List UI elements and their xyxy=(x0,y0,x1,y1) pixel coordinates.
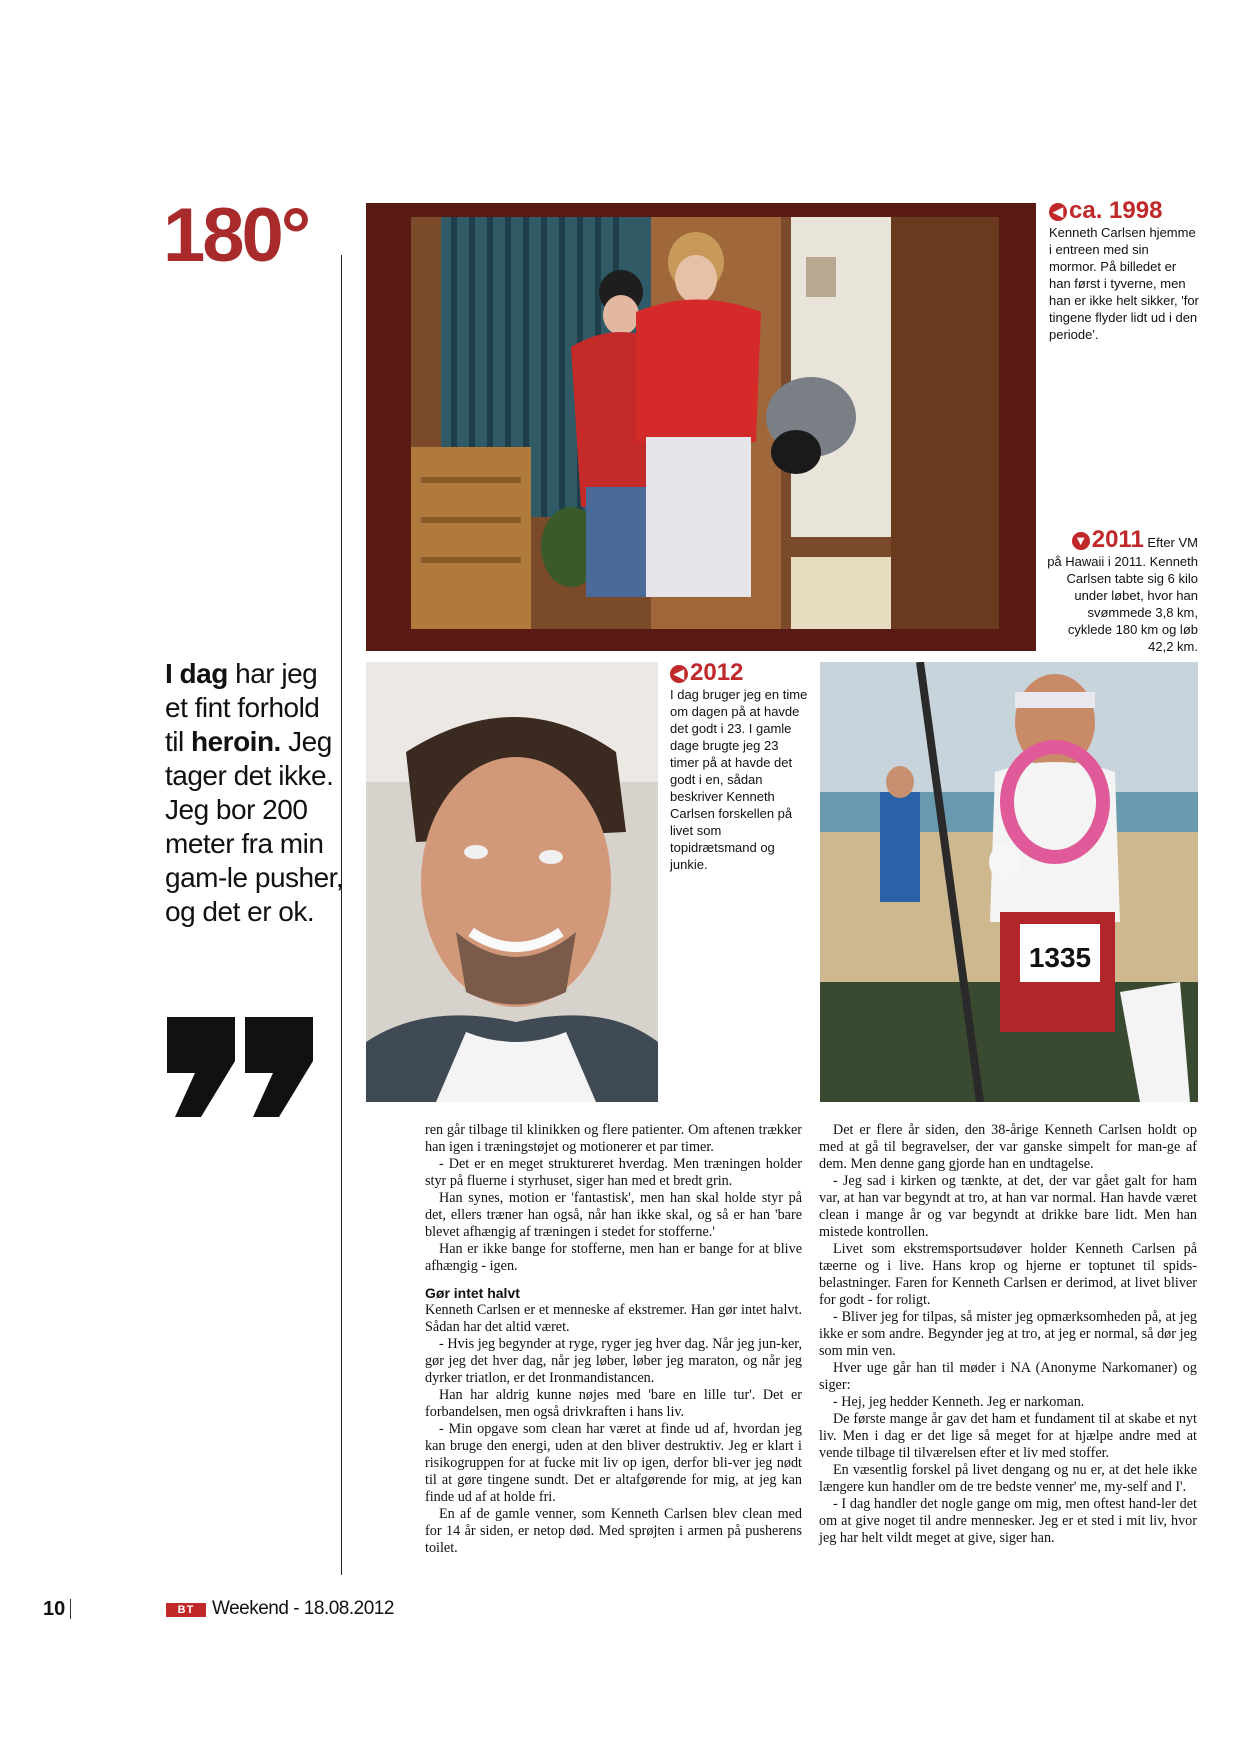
caption-2011-year: 2011 xyxy=(1091,526,1144,553)
pull-quote-part4: Jeg tager det ikke. Jeg bor 200 meter fra min gam-le pusher, og det er ok. xyxy=(165,726,344,927)
photo-ironman-image xyxy=(820,662,1198,1102)
bib-number: 1335 xyxy=(1028,942,1092,973)
article-paragraph: Hver uge går han til møder i NA (Anonyme Narkomaner) og siger: xyxy=(819,1360,1197,1393)
article-paragraph: En væsentlig forskel på livet dengang og nu er, at det hele ikke længere kun handler om de tre bedste venner' me, my-self and I'. xyxy=(819,1462,1197,1495)
page-number: 10 xyxy=(43,1598,66,1620)
article-paragraph: En af de gamle venner, som Kenneth Carlsen blev clean med for 14 år siden, er netop død. Med sprøjten i armen på pusherens toilet. xyxy=(425,1506,802,1556)
issue-label: Weekend - 18.08.2012 xyxy=(212,1598,394,1619)
bt-logo: BT xyxy=(166,1603,206,1617)
article-paragraph: - Bliver jeg for tilpas, så mister jeg opmærksomheden på, at jeg ikke er som andre. Begynder jeg at tro, at jeg er normal, så dør jeg som min ven. xyxy=(819,1309,1197,1359)
article-paragraph: - Hej, jeg hedder Kenneth. Jeg er narkoman. xyxy=(833,1394,1085,1410)
pull-quote-part2: har jeg et fint forhold til xyxy=(165,658,320,757)
caption-2012 xyxy=(670,660,810,873)
article-paragraph: Kenneth Carlsen er et menneske af ekstremer. Han gør intet halvt. Sådan har det altid været. xyxy=(425,1302,802,1335)
article-paragraph: Livet som ekstremsportsudøver holder Kenneth Carlsen på tæerne og i live. Hans krop og hjerne er toptunet til spids-belastninger. Faren for Kenneth Carlsen er derimod, at livet bliver for godt - for roligt. xyxy=(819,1241,1197,1308)
article-paragraph: Han er ikke bange for stofferne, men han er bange for at blive afhængig - igen. xyxy=(425,1241,802,1274)
quote-mark-icon xyxy=(165,1017,315,1117)
caption-2012-text: I dag bruger jeg en time om dagen på at havde det godt i 23. I gamle dage brugte jeg 23 timer på at havde det godt i en, sådan beskriver Kenneth Carlsen forskellen på livet som topidrætsmand og junkie. xyxy=(670,687,808,872)
caption-2012-heading xyxy=(670,660,810,686)
caption-2011-text: på Hawaii i 2011. Kenneth Carlsen tabte sig 6 kilo under løbet, hvor han svømmede 3,8 km, cyklede 180 km og løb 42,2 km. xyxy=(1047,554,1198,654)
arrow-left-icon: ◀ xyxy=(1049,203,1067,221)
caption-1998-year: ca. 1998 xyxy=(1069,197,1163,224)
pull-quote-part3: heroin. xyxy=(191,726,281,757)
pull-quote xyxy=(165,657,345,929)
article-column-2 xyxy=(819,1122,1197,1547)
caption-1998-heading xyxy=(1049,198,1199,224)
article-subhead: Gør intet halvt xyxy=(425,1285,520,1301)
article-paragraph: Det er flere år siden, den 38-årige Kenneth Carlsen holdt op med at gå til begravelser, der var ganske simpelt for man-ge af dem. Men denne gang gjorde han en undtagelse. xyxy=(819,1122,1197,1172)
photo-2012-portrait xyxy=(366,662,658,1102)
article-paragraph: - Min opgave som clean har været at finde ud af, hvordan jeg kan bruge den energi, uden at den bliver destruktiv. Jeg er klart i risikogruppen for at fucke mit liv op igen, derfor bli-ver jeg nødt til at gøre tingene sundt. Det er altafgørende for mig, at jeg kan finde ud af at holde fri. xyxy=(425,1421,802,1505)
photo-1998-image xyxy=(411,217,999,629)
caption-1998 xyxy=(1049,198,1199,343)
photo-1998 xyxy=(411,217,999,629)
photo-2011-ironman xyxy=(820,662,1198,1102)
article-paragraph: ren går tilbage til klinikken og flere patienter. Om aftenen trækker han igen i træningstøjet og motionerer et par timer. xyxy=(425,1122,802,1155)
footer-divider xyxy=(70,1599,71,1619)
caption-1998-text: Kenneth Carlsen hjemme i entreen med sin mormor. På billedet er han først i tyverne, men han er ikke helt sikker, 'for tingene flyder lidt ud i den periode'. xyxy=(1049,225,1199,342)
caption-2011-lead: Efter VM xyxy=(1143,535,1198,550)
article-paragraph: - Hvis jeg begynder at ryge, ryger jeg hver dag. Når jeg jun-ker, gør jeg det hver dag, når jeg løber, løber jeg maraton, og når jeg dyrker triatlon, er det Ironmandistancen. xyxy=(425,1336,802,1386)
article-paragraph: - Det er en meget struktureret hverdag. Men træningen holder styr på fluerne i styrhuset, siger han med et bredt grin. xyxy=(425,1156,802,1189)
article-column-1 xyxy=(425,1122,802,1557)
arrow-down-icon: ▼ xyxy=(1072,532,1090,550)
arrow-left-icon: ◀ xyxy=(670,665,688,683)
article-paragraph: De første mange år gav det ham et fundament til at skabe et nyt liv. Men i dag er det lige så meget for at hjælpe andre med at vende tilbage til tilværelsen efter et liv med stoffer. xyxy=(819,1411,1197,1461)
caption-2011-heading xyxy=(1040,527,1198,553)
pull-quote-part1: I dag xyxy=(165,658,228,689)
article-paragraph: - Jeg sad i kirken og tænkte, at det, der var gået galt for ham var, at han var begyndt at tro, at han var normal. Han havde været clean i mange år og var begyndt at drikke bare lidt. Men han mistede kontrollen. xyxy=(819,1173,1197,1240)
article-paragraph: Han synes, motion er 'fantastisk', men han skal holde styr på det, ellers træner han også, når han ikke skal, og så er han 'bare blevet afhængig af træningen i stedet for stofferne.' xyxy=(425,1190,802,1240)
section-title: 180° xyxy=(163,193,309,278)
article-paragraph: Han har aldrig kunne nøjes med 'bare en lille tur'. Det er forbandelsen, men også drivkraften i hans liv. xyxy=(425,1387,802,1420)
photo-portrait-image xyxy=(366,662,658,1102)
caption-2012-year: 2012 xyxy=(690,659,744,686)
caption-2011 xyxy=(1040,527,1198,655)
article-paragraph: - I dag handler det nogle gange om mig, men oftest hand-ler det om at give noget til andre mennesker. Jeg er et sted i mit liv, hvor jeg har helt vildt meget at give, siger han. xyxy=(819,1496,1197,1546)
